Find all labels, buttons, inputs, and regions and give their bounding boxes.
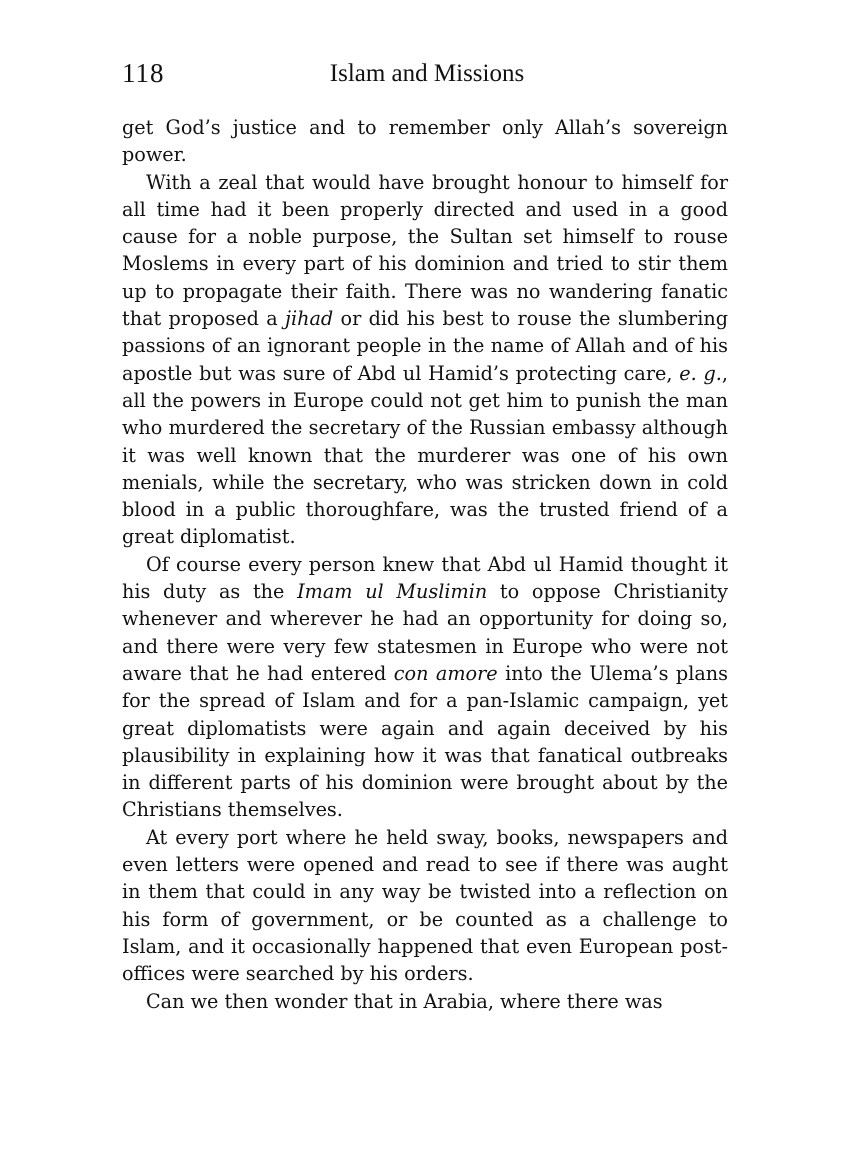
paragraph bbox=[122, 551, 728, 824]
page-number: 118 bbox=[122, 58, 165, 88]
text-run: Can we then wonder that in Arabia, where there was bbox=[146, 989, 663, 1013]
text-run: With a zeal that would have brought honour to himself for all time had it been properly directed and used in a good cause for a noble purpose, the Sultan set himself to rouse Moslems in every part of his dominion and tried to stir them up to propagate their faith. There was no wandering fanatic that proposed a bbox=[122, 170, 728, 331]
text-run: get God’s justice and to remember only Allah’s sovereign power. bbox=[122, 116, 728, 167]
paragraph bbox=[122, 114, 728, 169]
italic-text: jihad bbox=[285, 307, 334, 331]
text-run: to oppose Christianity whenever and wherever he had an opportunity for doing so, and there were very few statesmen in Europe who were not aware that he had entered bbox=[122, 580, 728, 685]
text-run: Of course every person knew that Abd ul Hamid thought it his duty as the bbox=[122, 552, 728, 604]
running-title: Islam and Missions bbox=[329, 60, 525, 87]
italic-text: con amore bbox=[393, 661, 498, 685]
text-run: or did his best to rouse the slumbering passions of an ignorant people in the name of Allah and of his apostle but was sure of Abd ul Hamid’s protecting care, bbox=[122, 307, 728, 385]
paragraph bbox=[122, 169, 728, 551]
text-run: into the Ulema’s plans for the spread of Islam and for a pan-Islamic campaign, yet great diplomatists were again and again deceived by his plausibility in explaining how it was that fanatical outbreaks in different parts of his dominion were brought about by the Christians themselves. bbox=[122, 661, 728, 822]
paragraph bbox=[122, 824, 728, 988]
body-text bbox=[122, 114, 728, 1015]
text-run: At every port where he held sway, books, newspapers and even letters were opened and read to see if there was aught in them that could in any way be twisted into a reflection on his form of government, or be counted as a challenge to Islam, and it occasionally happened that even European post-offices were searched by his orders. bbox=[122, 825, 728, 986]
page-header bbox=[122, 58, 732, 94]
text-run: , all the powers in Europe could not get him to punish the man who murdered the secretary of the Russian embassy although it was well known that the murderer was one of his own menials, while the secretary, who was stricken down in cold blood in a public thoroughfare, was the trusted friend of a great diplomatist. bbox=[122, 361, 729, 549]
italic-text: e. g. bbox=[679, 361, 722, 385]
italic-text: Imam ul Muslimin bbox=[297, 580, 488, 604]
paragraph bbox=[122, 988, 728, 1015]
